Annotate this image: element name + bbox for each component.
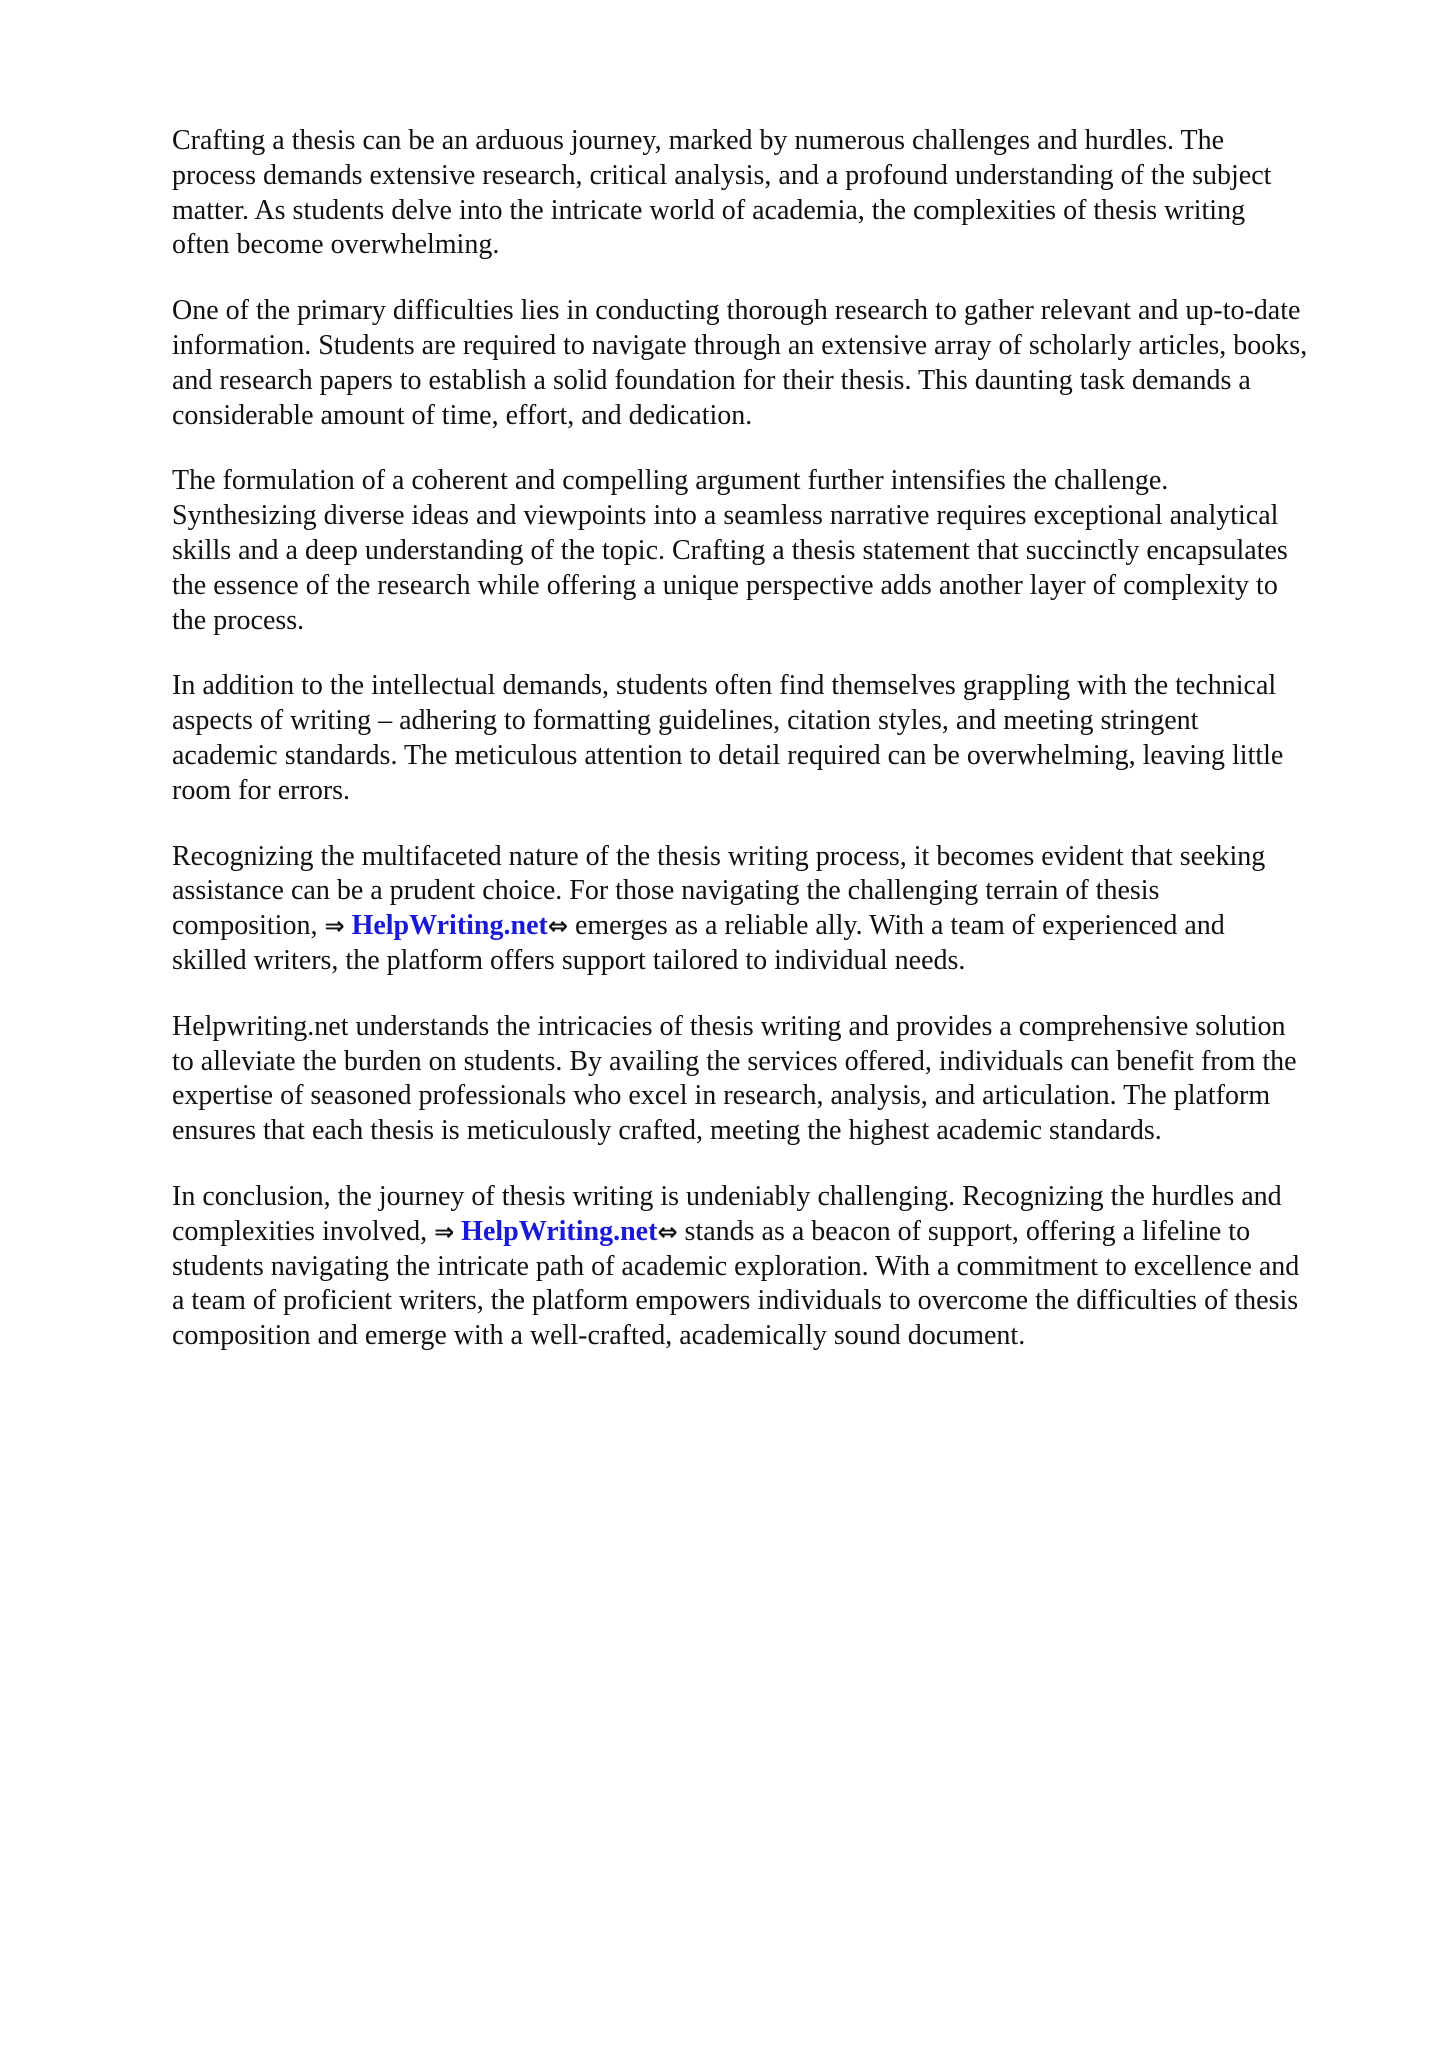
helpwriting-link[interactable]: HelpWriting.net <box>351 910 548 942</box>
text-line: process demands extensive research, critical analysis, and a profound understanding of the subject <box>172 159 1272 191</box>
text-line: room for errors. <box>172 774 351 806</box>
text-line: skilled writers, the platform offers support tailored to individual needs. <box>172 944 966 976</box>
right-double-arrow-icon: ⇒ <box>434 1217 455 1246</box>
text-line-with-link <box>172 909 1372 944</box>
paragraph-6 <box>172 1010 1372 1149</box>
text-line: considerable amount of time, effort, and dedication. <box>172 399 753 431</box>
text-line: skills and a deep understanding of the topic. Crafting a thesis statement that succinctly encapsulates <box>172 534 1288 566</box>
text-line: often become overwhelming. <box>172 229 500 261</box>
right-double-arrow-icon: ⇒ <box>324 912 345 941</box>
paragraph-1 <box>172 124 1372 263</box>
text-line: In conclusion, the journey of thesis writing is undeniably challenging. Recognizing the hurdles and <box>172 1180 1282 1212</box>
paragraph-3 <box>172 464 1372 638</box>
text-line: the essence of the research while offering a unique perspective adds another layer of complexity to <box>172 569 1278 601</box>
text-line: One of the primary difficulties lies in conducting thorough research to gather relevant and up-to-date <box>172 295 1301 327</box>
text-line: The formulation of a coherent and compelling argument further intensifies the challenge. <box>172 465 1169 497</box>
text-line: the process. <box>172 604 305 636</box>
text-line: information. Students are required to navigate through an extensive array of scholarly articles, books, <box>172 329 1308 361</box>
text-line: Recognizing the multifaceted nature of the thesis writing process, it becomes evident that seeking <box>172 840 1266 872</box>
paragraph-5 <box>172 840 1372 979</box>
paragraph-4 <box>172 669 1372 808</box>
text-line-with-link <box>172 1215 1372 1250</box>
text-line: to alleviate the burden on students. By availing the services offered, individuals can benefit from the <box>172 1045 1297 1077</box>
text-line: ensures that each thesis is meticulously crafted, meeting the highest academic standards. <box>172 1115 1162 1147</box>
document-page <box>172 124 1372 1385</box>
left-right-double-arrow-icon: ⇔ <box>547 912 568 941</box>
paragraph-7 <box>172 1180 1372 1354</box>
text-line: matter. As students delve into the intricate world of academia, the complexities of thesis writing <box>172 194 1246 226</box>
paragraph-2 <box>172 294 1372 433</box>
text-fragment: complexities involved, <box>172 1215 435 1247</box>
text-line: assistance can be a prudent choice. For those navigating the challenging terrain of thesis <box>172 875 1160 907</box>
text-line: Crafting a thesis can be an arduous journey, marked by numerous challenges and hurdles. The <box>172 125 1225 156</box>
text-line: a team of proficient writers, the platform empowers individuals to overcome the difficulties of thesis <box>172 1285 1299 1317</box>
text-fragment: stands as a beacon of support, offering a lifeline to <box>677 1215 1251 1247</box>
text-fragment: emerges as a reliable ally. With a team of experienced and <box>567 910 1225 942</box>
text-line: academic standards. The meticulous attention to detail required can be overwhelming, leaving little <box>172 739 1284 771</box>
text-line: and research papers to establish a solid foundation for their thesis. This daunting task demands a <box>172 364 1251 396</box>
text-line: expertise of seasoned professionals who excel in research, analysis, and articulation. The platform <box>172 1080 1271 1112</box>
text-line: Synthesizing diverse ideas and viewpoints into a seamless narrative requires exceptional analytical <box>172 500 1279 532</box>
text-line: In addition to the intellectual demands, students often find themselves grappling with the technical <box>172 670 1277 702</box>
text-fragment: composition, <box>172 910 325 942</box>
text-line: aspects of writing – adhering to formatting guidelines, citation styles, and meeting stringent <box>172 705 1199 737</box>
text-line: students navigating the intricate path of academic exploration. With a commitment to excellence and <box>172 1250 1300 1282</box>
helpwriting-link[interactable]: HelpWriting.net <box>461 1215 658 1247</box>
text-line: composition and emerge with a well-crafted, academically sound document. <box>172 1320 1026 1352</box>
text-line: Helpwriting.net understands the intricacies of thesis writing and provides a comprehensive solution <box>172 1010 1286 1042</box>
left-right-double-arrow-icon: ⇔ <box>657 1217 678 1246</box>
